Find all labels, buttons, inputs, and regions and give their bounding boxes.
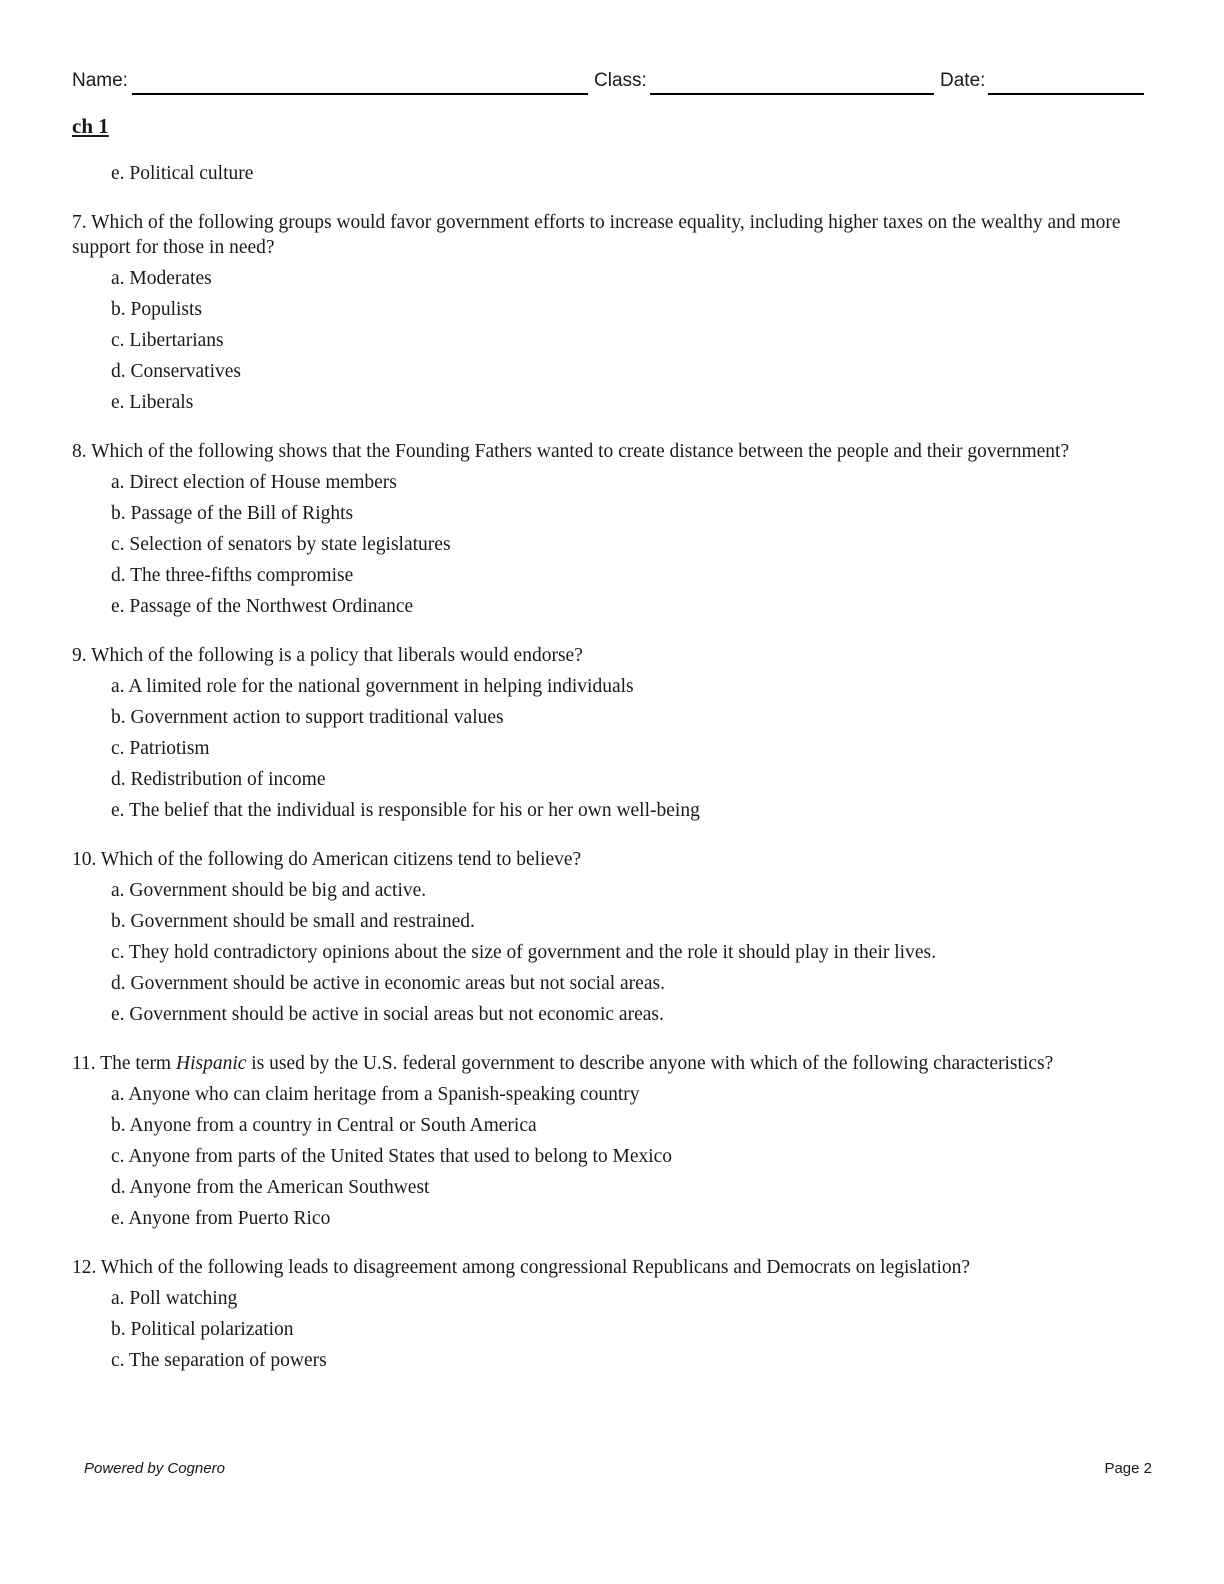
answer-option: d. Government should be active in economic areas but not social areas. bbox=[111, 973, 665, 994]
answer-option: d. Redistribution of income bbox=[111, 769, 326, 790]
question-stem: 7. Which of the following groups would favor government efforts to increase equality, including higher taxes on the wealthy and more support for those in need? bbox=[72, 212, 1121, 258]
answer-option: b. Anyone from a country in Central or South America bbox=[111, 1115, 537, 1136]
answer-option: e. Liberals bbox=[111, 392, 194, 413]
answer-option: d. The three-fifths compromise bbox=[111, 565, 354, 586]
question-stem: 8. Which of the following shows that the Founding Fathers wanted to create distance between the people and their government? bbox=[72, 441, 1070, 462]
question-stem-prefix: 11. The term bbox=[72, 1053, 176, 1074]
class-field-line[interactable] bbox=[650, 93, 934, 95]
answer-option: c. The separation of powers bbox=[111, 1350, 327, 1371]
question-stem: 10. Which of the following do American citizens tend to believe? bbox=[72, 849, 582, 870]
answer-option: b. Government action to support traditional values bbox=[111, 707, 504, 728]
carryover-option: e. Political culture bbox=[111, 163, 254, 184]
answer-option: a. Direct election of House members bbox=[111, 472, 397, 493]
answer-option: c. Patriotism bbox=[111, 738, 210, 759]
answer-option: a. Moderates bbox=[111, 268, 212, 289]
page-number: Page 2 bbox=[1104, 1460, 1152, 1477]
answer-option: a. Government should be big and active. bbox=[111, 880, 427, 901]
answer-option: c. Selection of senators by state legislatures bbox=[111, 534, 451, 555]
question-12 bbox=[72, 1255, 1152, 1376]
powered-by-label: Powered by Cognero bbox=[84, 1460, 225, 1477]
class-label: Class: bbox=[594, 70, 647, 91]
question-stem bbox=[72, 1051, 1152, 1076]
answer-option: b. Populists bbox=[111, 299, 203, 320]
answer-option: d. Anyone from the American Southwest bbox=[111, 1177, 430, 1198]
answer-option: a. Poll watching bbox=[111, 1288, 238, 1309]
answer-option: a. A limited role for the national government in helping individuals bbox=[111, 676, 634, 697]
question-stem-suffix: is used by the U.S. federal government to describe anyone with which of the following characteristics? bbox=[246, 1053, 1054, 1074]
answer-option: d. Conservatives bbox=[111, 361, 241, 382]
answer-option: b. Government should be small and restrained. bbox=[111, 911, 475, 932]
question-7 bbox=[72, 210, 1152, 418]
name-label: Name: bbox=[72, 70, 128, 91]
answer-option: c. Libertarians bbox=[111, 330, 224, 351]
answer-option: e. Government should be active in social areas but not economic areas. bbox=[111, 1004, 664, 1025]
name-field-line[interactable] bbox=[132, 93, 588, 95]
question-8 bbox=[72, 439, 1152, 622]
date-field-line[interactable] bbox=[988, 93, 1144, 95]
worksheet-header bbox=[72, 70, 1144, 96]
question-stem-term: Hispanic bbox=[175, 1053, 247, 1074]
answer-option: e. The belief that the individual is responsible for his or her own well-being bbox=[111, 800, 700, 821]
answer-option: e. Passage of the Northwest Ordinance bbox=[111, 596, 414, 617]
question-11 bbox=[72, 1051, 1152, 1234]
question-10 bbox=[72, 847, 1152, 1030]
answer-option: e. Anyone from Puerto Rico bbox=[111, 1208, 331, 1229]
answer-option: c. They hold contradictory opinions about the size of government and the role it should play in their lives. bbox=[111, 942, 936, 963]
answer-option: a. Anyone who can claim heritage from a Spanish-speaking country bbox=[111, 1084, 640, 1105]
answer-option: b. Passage of the Bill of Rights bbox=[111, 503, 354, 524]
question-list bbox=[72, 158, 1152, 1376]
answer-option: c. Anyone from parts of the United States that used to belong to Mexico bbox=[111, 1146, 673, 1167]
date-label: Date: bbox=[940, 70, 986, 91]
chapter-title: ch 1 bbox=[72, 114, 109, 138]
answer-option: b. Political polarization bbox=[111, 1319, 294, 1340]
question-9 bbox=[72, 643, 1152, 826]
question-stem: 12. Which of the following leads to disagreement among congressional Republicans and Democrats on legislation? bbox=[72, 1257, 971, 1278]
question-stem: 9. Which of the following is a policy that liberals would endorse? bbox=[72, 645, 583, 666]
